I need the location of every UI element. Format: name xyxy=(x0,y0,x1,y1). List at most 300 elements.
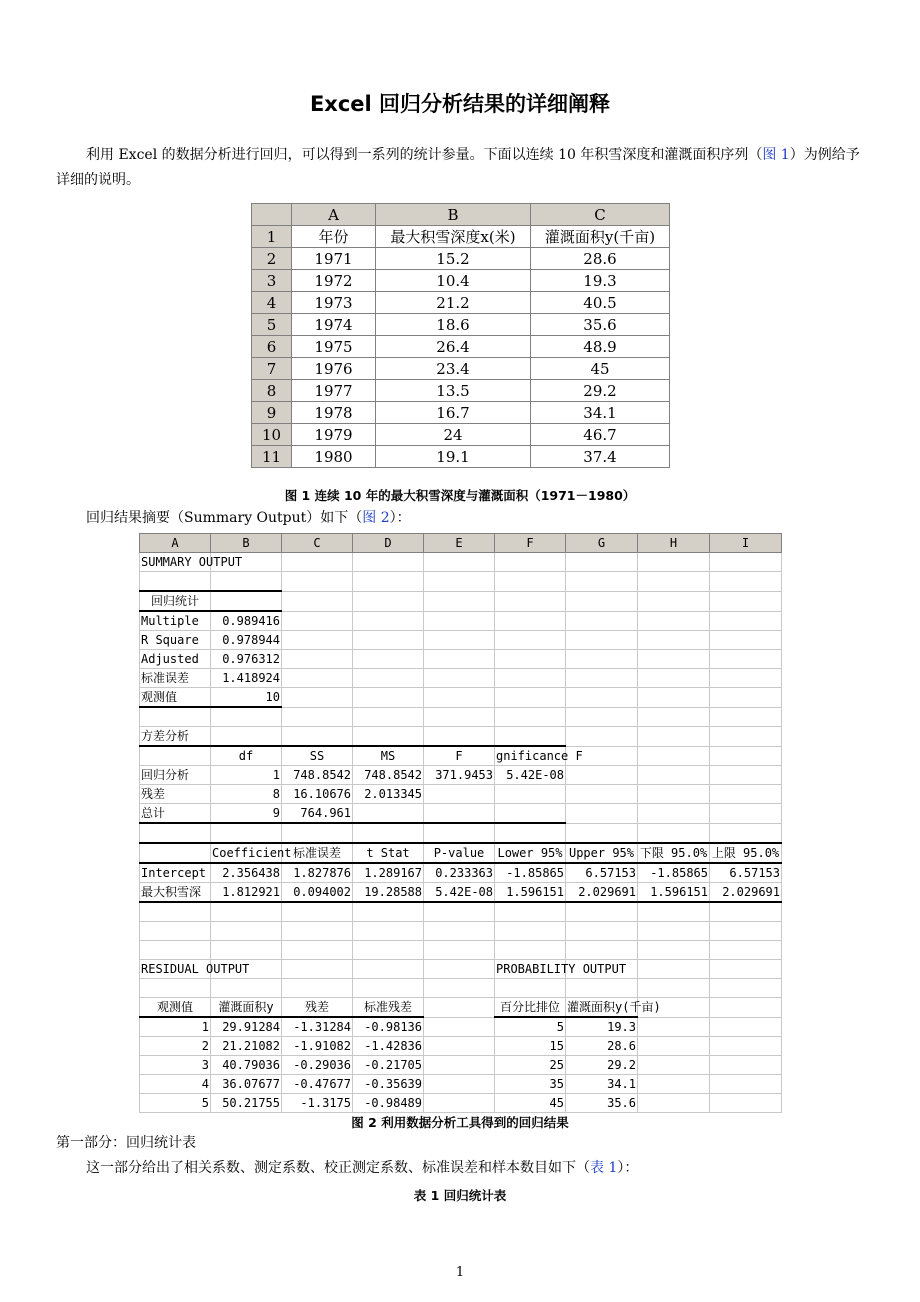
fig2-column-header: E xyxy=(424,534,495,553)
fig2-cell xyxy=(495,572,566,592)
intro-tail: ）为例给予详细的说明。 xyxy=(56,147,860,188)
fig1-cell: 1978 xyxy=(292,402,376,424)
fig2-cell xyxy=(638,688,710,708)
fig2-cell xyxy=(353,688,424,708)
probability-value: 19.3 xyxy=(566,1017,638,1037)
residual-header: 标准残差 xyxy=(353,998,424,1018)
anova-value xyxy=(424,785,495,804)
residual-header: 灌溉面积y xyxy=(211,998,282,1018)
residual-value: 29.91284 xyxy=(211,1017,282,1037)
coef-value: 1.812921 xyxy=(211,883,282,903)
fig1-cell: 15.2 xyxy=(376,248,531,270)
anova-value: 748.8542 xyxy=(282,766,353,785)
fig2-cell xyxy=(566,688,638,708)
coef-value: 1.827876 xyxy=(282,863,353,883)
fig1-cell: 1976 xyxy=(292,358,376,380)
fig2-column-header: H xyxy=(638,534,710,553)
fig2-cell xyxy=(140,572,211,592)
regression-stat-value: 0.976312 xyxy=(211,650,282,669)
fig2-cell xyxy=(566,553,638,572)
fig2-cell xyxy=(424,591,495,611)
fig1-row xyxy=(252,380,670,402)
fig1-cell: 年份 xyxy=(292,226,376,248)
coef-value: -1.85865 xyxy=(495,863,566,883)
residual-header: 残差 xyxy=(282,998,353,1018)
probability-value: 15 xyxy=(495,1037,566,1056)
fig2-cell xyxy=(710,1037,782,1056)
fig1-cell: 1971 xyxy=(292,248,376,270)
fig2-row xyxy=(140,1037,782,1056)
intro-paragraph xyxy=(56,143,866,193)
fig2-cell xyxy=(424,707,495,727)
fig2-row xyxy=(140,941,782,960)
fig2-cell xyxy=(424,902,495,922)
fig2-cell xyxy=(710,727,782,747)
fig1-row-header: 2 xyxy=(252,248,292,270)
fig2-cell xyxy=(638,922,710,941)
table1-link[interactable]: 表 1 xyxy=(590,1160,618,1176)
anova-title: 方差分析 xyxy=(140,727,211,747)
fig2-cell xyxy=(353,979,424,998)
fig2-cell xyxy=(638,727,710,747)
fig2-cell xyxy=(211,902,282,922)
fig1-cell: 18.6 xyxy=(376,314,531,336)
fig2-cell xyxy=(566,979,638,998)
fig2-cell xyxy=(424,688,495,708)
fig2-cell xyxy=(566,922,638,941)
fig1-row xyxy=(252,248,670,270)
fig2-column-header-row xyxy=(140,534,782,553)
fig2-row xyxy=(140,572,782,592)
fig2-row xyxy=(140,1075,782,1094)
residual-value: 4 xyxy=(140,1075,211,1094)
coef-value: -1.85865 xyxy=(638,863,710,883)
anova-value: 5.42E-08 xyxy=(495,766,566,785)
coef-header: P-value xyxy=(424,843,495,863)
fig2-row xyxy=(140,883,782,903)
fig2-cell xyxy=(710,823,782,843)
fig2-cell xyxy=(282,669,353,688)
anova-value: 2.013345 xyxy=(353,785,424,804)
fig1-cell: 1973 xyxy=(292,292,376,314)
fig1-cell: 46.7 xyxy=(531,424,670,446)
fig1-row-header: 1 xyxy=(252,226,292,248)
fig2-cell xyxy=(710,804,782,824)
fig2-cell xyxy=(282,572,353,592)
fig2-cell xyxy=(140,941,211,960)
residual-value: -0.98489 xyxy=(353,1094,424,1113)
fig1-column-header: A xyxy=(292,204,376,226)
fig1-row-header: 11 xyxy=(252,446,292,468)
fig2-cell xyxy=(211,727,282,747)
fig2-cell xyxy=(495,611,566,631)
fig2-cell xyxy=(353,631,424,650)
fig2-cell xyxy=(495,591,566,611)
fig1-row xyxy=(252,314,670,336)
regression-stat-label: 观测值 xyxy=(140,688,211,708)
fig2-cell xyxy=(424,727,495,747)
residual-output-label: RESIDUAL OUTPUT xyxy=(140,960,211,979)
fig1-cell: 1977 xyxy=(292,380,376,402)
fig1-cell: 21.2 xyxy=(376,292,531,314)
fig2-cell xyxy=(282,707,353,727)
coef-header: Coefficient xyxy=(211,843,282,863)
fig2-cell xyxy=(211,922,282,941)
fig2-cell xyxy=(566,669,638,688)
fig2-cell xyxy=(710,611,782,631)
fig2-column-header: A xyxy=(140,534,211,553)
fig2-cell xyxy=(566,785,638,804)
residual-value: 21.21082 xyxy=(211,1037,282,1056)
coef-header: t Stat xyxy=(353,843,424,863)
coef-header: Lower 95% xyxy=(495,843,566,863)
fig2-cell xyxy=(353,553,424,572)
residual-value: -0.21705 xyxy=(353,1056,424,1075)
fig2-cell xyxy=(495,650,566,669)
fig2-row xyxy=(140,843,782,863)
coef-value: 1.596151 xyxy=(495,883,566,903)
fig2-cell xyxy=(140,902,211,922)
coef-value: 0.233363 xyxy=(424,863,495,883)
fig2-cell xyxy=(282,727,353,747)
fig2-cell xyxy=(566,631,638,650)
figure1-link[interactable]: 图 1 xyxy=(762,147,790,163)
regression-stat-label: 标准误差 xyxy=(140,669,211,688)
fig1-cell: 1975 xyxy=(292,336,376,358)
fig2-cell xyxy=(495,823,566,843)
fig2-cell xyxy=(710,960,782,979)
fig2-cell xyxy=(282,611,353,631)
fig2-cell xyxy=(353,727,424,747)
regression-stat-value: 10 xyxy=(211,688,282,708)
fig2-row xyxy=(140,688,782,708)
residual-value: 40.79036 xyxy=(211,1056,282,1075)
fig1-cell: 1972 xyxy=(292,270,376,292)
fig1-row-header: 10 xyxy=(252,424,292,446)
fig2-cell xyxy=(710,941,782,960)
regression-stat-value: 0.978944 xyxy=(211,631,282,650)
fig2-row xyxy=(140,960,782,979)
fig1-column-header-row xyxy=(252,204,670,226)
fig2-cell xyxy=(638,611,710,631)
fig2-column-header: I xyxy=(710,534,782,553)
fig1-cell: 35.6 xyxy=(531,314,670,336)
fig2-cell xyxy=(211,572,282,592)
fig2-cell xyxy=(353,960,424,979)
intro-text: 利用 Excel 的数据分析进行回归，可以得到一系列的统计参量。下面以连续 10 年积雪深度和灌溉面积序列（ xyxy=(86,147,763,163)
fig2-column-header: G xyxy=(566,534,638,553)
fig1-row xyxy=(252,270,670,292)
fig2-row xyxy=(140,1056,782,1075)
fig2-cell xyxy=(495,688,566,708)
fig1-cell: 1979 xyxy=(292,424,376,446)
anova-row-label: 回归分析 xyxy=(140,766,211,785)
fig1-row-header: 4 xyxy=(252,292,292,314)
fig2-cell xyxy=(424,979,495,998)
coef-value: 0.094002 xyxy=(282,883,353,903)
fig1-row xyxy=(252,292,670,314)
anova-value: 8 xyxy=(211,785,282,804)
summary-intro-text: 回归结果摘要（Summary Output）如下（ xyxy=(86,510,363,526)
fig2-cell xyxy=(495,902,566,922)
section1-tail: ）： xyxy=(617,1160,639,1176)
figure2-link[interactable]: 图 2 xyxy=(362,510,390,526)
probability-value: 29.2 xyxy=(566,1056,638,1075)
fig2-cell xyxy=(566,650,638,669)
fig2-cell xyxy=(282,902,353,922)
fig2-cell xyxy=(353,650,424,669)
fig2-cell xyxy=(638,1037,710,1056)
fig2-cell xyxy=(638,572,710,592)
fig2-row xyxy=(140,922,782,941)
fig2-cell xyxy=(282,650,353,669)
fig2-cell xyxy=(495,631,566,650)
fig2-cell xyxy=(710,591,782,611)
residual-value: -1.31284 xyxy=(282,1017,353,1037)
fig2-cell xyxy=(495,922,566,941)
fig2-cell xyxy=(638,804,710,824)
fig2-cell xyxy=(211,979,282,998)
fig1-row xyxy=(252,424,670,446)
fig2-cell xyxy=(638,1075,710,1094)
fig2-row xyxy=(140,650,782,669)
fig2-cell xyxy=(353,591,424,611)
fig2-cell xyxy=(566,902,638,922)
coef-value: 6.57153 xyxy=(710,863,782,883)
fig2-cell xyxy=(211,591,282,611)
fig1-row xyxy=(252,336,670,358)
fig2-row xyxy=(140,823,782,843)
fig1-row-header: 5 xyxy=(252,314,292,336)
anova-value: 1 xyxy=(211,766,282,785)
fig2-cell xyxy=(495,941,566,960)
fig2-cell xyxy=(710,707,782,727)
fig2-cell xyxy=(282,960,353,979)
fig1-cell: 24 xyxy=(376,424,531,446)
anova-value xyxy=(495,785,566,804)
fig1-cell: 16.7 xyxy=(376,402,531,424)
anova-value xyxy=(424,804,495,824)
fig2-cell xyxy=(282,922,353,941)
fig1-cell: 37.4 xyxy=(531,446,670,468)
fig2-row xyxy=(140,611,782,631)
section1-heading: 第一部分：回归统计表 xyxy=(56,1135,196,1151)
fig2-cell xyxy=(710,1017,782,1037)
fig1-row-header: 8 xyxy=(252,380,292,402)
fig2-cell xyxy=(638,785,710,804)
fig2-cell xyxy=(140,823,211,843)
fig2-cell xyxy=(710,979,782,998)
fig2-column-header: C xyxy=(282,534,353,553)
probability-value: 35 xyxy=(495,1075,566,1094)
residual-value: -1.3175 xyxy=(282,1094,353,1113)
coef-header xyxy=(140,843,211,863)
fig2-cell xyxy=(140,979,211,998)
fig2-cell xyxy=(424,1094,495,1113)
fig2-cell xyxy=(495,669,566,688)
fig2-cell xyxy=(424,553,495,572)
fig2-cell xyxy=(710,1075,782,1094)
fig2-cell xyxy=(710,650,782,669)
regression-stat-value: 0.989416 xyxy=(211,611,282,631)
residual-value: 36.07677 xyxy=(211,1075,282,1094)
fig2-cell xyxy=(424,631,495,650)
anova-value xyxy=(495,804,566,824)
summary-intro xyxy=(86,506,886,531)
fig2-column-header: B xyxy=(211,534,282,553)
fig2-row xyxy=(140,746,782,766)
fig2-cell xyxy=(495,727,566,747)
fig2-cell xyxy=(424,669,495,688)
fig2-cell xyxy=(424,611,495,631)
fig2-cell xyxy=(710,688,782,708)
fig2-cell xyxy=(710,669,782,688)
fig2-cell xyxy=(566,707,638,727)
fig2-cell xyxy=(710,572,782,592)
figure1-caption: 图 1 连续 10 年的最大积雪深度与灌溉面积（1971－1980） xyxy=(284,488,636,503)
probability-value: 35.6 xyxy=(566,1094,638,1113)
fig1-row-header: 6 xyxy=(252,336,292,358)
fig2-row xyxy=(140,1094,782,1113)
fig2-row xyxy=(140,804,782,824)
fig2-cell xyxy=(638,1056,710,1075)
fig2-cell xyxy=(353,941,424,960)
fig2-row xyxy=(140,707,782,727)
fig2-cell xyxy=(638,591,710,611)
fig1-cell: 灌溉面积y(千亩) xyxy=(531,226,670,248)
regression-stat-label: Adjusted xyxy=(140,650,211,669)
fig2-cell xyxy=(638,1017,710,1037)
fig2-cell xyxy=(566,766,638,785)
anova-row-label: 残差 xyxy=(140,785,211,804)
coef-row-label: Intercept xyxy=(140,863,211,883)
fig2-cell xyxy=(566,941,638,960)
fig2-cell xyxy=(710,746,782,766)
fig2-cell xyxy=(353,572,424,592)
fig2-cell xyxy=(282,941,353,960)
section1-text: 这一部分给出了相关系数、测定系数、校正测定系数、标准误差和样本数目如下（ xyxy=(86,1160,590,1176)
anova-header: df xyxy=(211,746,282,766)
fig1-row xyxy=(252,402,670,424)
fig2-cell xyxy=(424,1037,495,1056)
fig1-row xyxy=(252,446,670,468)
fig2-row xyxy=(140,669,782,688)
fig2-cell xyxy=(282,688,353,708)
fig2-cell xyxy=(638,766,710,785)
fig2-cell xyxy=(424,1017,495,1037)
fig1-cell: 23.4 xyxy=(376,358,531,380)
fig2-cell xyxy=(710,766,782,785)
residual-value: 1 xyxy=(140,1017,211,1037)
fig2-cell xyxy=(638,707,710,727)
fig2-row xyxy=(140,998,782,1018)
residual-value: -1.42836 xyxy=(353,1037,424,1056)
anova-value xyxy=(353,804,424,824)
fig2-cell xyxy=(424,823,495,843)
figure1-spreadsheet xyxy=(251,203,669,471)
regression-stat-label: R Square xyxy=(140,631,211,650)
coef-value: 19.28588 xyxy=(353,883,424,903)
fig2-cell xyxy=(424,941,495,960)
fig2-cell xyxy=(638,669,710,688)
fig2-row xyxy=(140,766,782,785)
probability-value: 45 xyxy=(495,1094,566,1113)
fig1-cell: 45 xyxy=(531,358,670,380)
fig2-cell xyxy=(424,998,495,1018)
figure2-caption: 图 2 利用数据分析工具得到的回归结果 xyxy=(351,1115,569,1130)
fig1-column-header: C xyxy=(531,204,670,226)
fig2-cell xyxy=(495,707,566,727)
anova-header: SS xyxy=(282,746,353,766)
anova-value: 16.10676 xyxy=(282,785,353,804)
fig2-cell xyxy=(638,941,710,960)
fig2-row xyxy=(140,553,782,572)
anova-row-label: 总计 xyxy=(140,804,211,824)
anova-value: 748.8542 xyxy=(353,766,424,785)
probability-value: 5 xyxy=(495,1017,566,1037)
fig2-cell xyxy=(566,572,638,592)
regression-stat-value: 1.418924 xyxy=(211,669,282,688)
fig2-row xyxy=(140,727,782,747)
anova-header: gnificance F xyxy=(495,746,566,766)
fig1-cell: 48.9 xyxy=(531,336,670,358)
coef-value: 2.356438 xyxy=(211,863,282,883)
residual-value: 5 xyxy=(140,1094,211,1113)
probability-value: 28.6 xyxy=(566,1037,638,1056)
fig2-cell xyxy=(211,707,282,727)
fig2-row xyxy=(140,631,782,650)
fig2-cell xyxy=(211,941,282,960)
fig2-column-header: F xyxy=(495,534,566,553)
probability-value: 25 xyxy=(495,1056,566,1075)
fig2-cell xyxy=(566,823,638,843)
residual-value: 2 xyxy=(140,1037,211,1056)
regression-stats-header: 回归统计 xyxy=(140,591,211,611)
page-title: Excel 回归分析结果的详细阐释 xyxy=(309,92,611,116)
fig1-cell: 10.4 xyxy=(376,270,531,292)
summary-output-label: SUMMARY OUTPUT xyxy=(140,553,211,572)
fig2-cell xyxy=(710,1094,782,1113)
table1-caption: 表 1 回归统计表 xyxy=(413,1188,507,1203)
fig1-row xyxy=(252,226,670,248)
summary-intro-tail: ）： xyxy=(389,510,411,526)
fig2-cell xyxy=(710,922,782,941)
probability-value: 34.1 xyxy=(566,1075,638,1094)
fig2-cell xyxy=(140,922,211,941)
fig2-cell xyxy=(710,553,782,572)
fig2-cell xyxy=(282,823,353,843)
fig1-cell: 19.1 xyxy=(376,446,531,468)
anova-value: 764.961 xyxy=(282,804,353,824)
residual-value: 3 xyxy=(140,1056,211,1075)
fig2-cell xyxy=(710,631,782,650)
section1-paragraph xyxy=(86,1156,886,1181)
regression-stat-label: Multiple xyxy=(140,611,211,631)
probability-header: 灌溉面积y(千亩) xyxy=(566,998,638,1018)
fig2-cell xyxy=(424,1075,495,1094)
fig1-cell: 26.4 xyxy=(376,336,531,358)
fig2-cell xyxy=(495,979,566,998)
fig2-row xyxy=(140,1017,782,1037)
fig2-cell xyxy=(211,823,282,843)
residual-header: 观测值 xyxy=(140,998,211,1018)
fig2-cell xyxy=(424,572,495,592)
fig2-cell xyxy=(353,823,424,843)
fig2-cell xyxy=(638,631,710,650)
fig1-cell: 40.5 xyxy=(531,292,670,314)
anova-header: F xyxy=(424,746,495,766)
fig2-row xyxy=(140,902,782,922)
